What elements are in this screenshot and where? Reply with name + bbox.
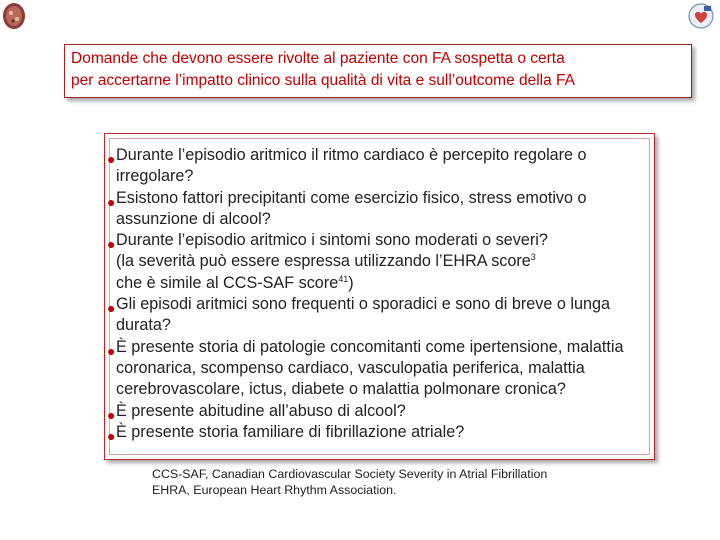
question-text: irregolare? [116,167,194,186]
question-text: È presente storia di patologie concomitanti come ipertensione, malattia [116,337,624,356]
footnotes [152,466,547,498]
question-text: È presente storia familiare di fibrillazione atriale? [116,422,465,441]
questions-panel [104,133,655,460]
question-text: durata? [116,316,171,335]
footnote-ccs-saf: CCS-SAF, Canadian Cardiovascular Society Severity in Atrial Fibrillation [152,467,548,481]
closing-paren: ) [348,273,354,292]
question-text: cerebrovascolare, ictus, diabete o malattia polmonare cronica? [116,380,566,399]
heart-logo-icon [1,1,27,31]
question-text: Durante l’episodio aritmico il ritmo cardiaco è percepito regolare o [116,146,587,164]
question-text-ccs [116,273,624,294]
question-text: È presente abitudine all’abuso di alcool? [116,401,406,420]
slide-title-line-1: Domande che devono essere rivolte al paziente con FA sospetta o certa [71,50,565,67]
list-item [107,145,624,188]
bullet-icon: ● [107,406,116,423]
question-text: assunzione di alcool? [116,209,271,228]
list-item [107,337,624,401]
bullet-icon: ● [107,427,116,444]
question-text: Esistono fattori precipitanti come esercizio fisico, stress emotivo o [116,188,587,207]
ccs-text: che è simile al CCS-SAF score [116,273,339,292]
reference-superscript: 3 [530,252,536,263]
reference-superscript: 41 [338,273,349,284]
list-item [107,294,624,337]
bullet-icon: ● [107,342,116,359]
cardio-emblem-icon [686,1,716,31]
question-text: coronarica, scompenso cardiaco, vasculopatia periferica, malattia [116,358,585,377]
list-item [107,422,624,443]
bullet-icon: ● [107,236,116,253]
list-item [107,188,624,231]
bullet-icon: ● [107,300,116,317]
bullet-icon: ● [107,193,116,210]
question-text: Durante l’episodio aritmico i sintomi sono moderati o severi? [116,231,548,250]
question-text-ehra [116,251,624,272]
questions-list [107,145,624,443]
bullet-icon: ● [107,151,116,167]
slide-title-line-2: per accertarne l’impatto clinico sulla qualità di vita e sull’outcome della FA [71,72,575,89]
footnote-ehra: EHRA, European Heart Rhythm Association. [152,483,397,497]
list-item [107,401,624,422]
question-text: Gli episodi aritmici sono frequenti o sporadici e sono di breve o lunga [116,295,610,314]
list-item [107,230,624,294]
ehra-text: (la severità può essere espressa utilizzando l’EHRA score [116,252,531,271]
slide-title-box [64,44,692,98]
